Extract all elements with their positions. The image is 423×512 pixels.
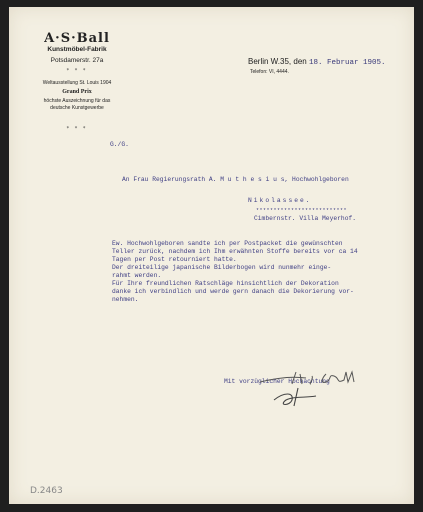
dateline-date: 18. Februar 1905. (308, 59, 386, 67)
firm-subtitle: Kunstmöbel-Fabrik (47, 46, 107, 53)
exhibition-line: Weltausstellung St. Louis 1904 (42, 80, 112, 86)
ornament-stars-bottom: * * * (66, 126, 88, 132)
award-line-2: deutsche Kunstgewerbe (50, 104, 104, 111)
dateline-district: 35 (280, 57, 289, 66)
dateline-den: , den (288, 57, 307, 66)
handwritten-signature (256, 366, 376, 412)
address-divider-stars: ************************** (256, 208, 348, 214)
body-line: danke ich verbindlich und werde gern danach die Dekorierung vor- (112, 288, 354, 295)
body-line: rahmt werden. (112, 272, 162, 279)
firm-address: Potsdamerstr. 27a (50, 57, 104, 64)
archive-pencil-note: D.2463 (30, 486, 63, 496)
dateline (248, 57, 385, 67)
letter-body (112, 240, 358, 304)
firm-name: A·S·Ball (44, 31, 110, 46)
body-line: Für Ihre freundlichen Ratschläge hinsichtlich der Dekoration (112, 280, 339, 287)
recipient-town: Nikolassee. (248, 197, 312, 204)
recipient-street: Cimbernstr. Villa Meyerhof. (254, 215, 357, 222)
ornament-stars-top: * * * (66, 68, 88, 74)
award-line-1: höchste Auszeichnung für das (43, 98, 111, 104)
award-description (24, 98, 130, 111)
body-line: Tagen per Post retourniert hatte. (112, 256, 237, 263)
body-line: Der dreiteilige japanische Bilderbogen wird nunmehr einge- (112, 264, 332, 271)
phone-number: Telefon: VI, 4444. (250, 69, 289, 75)
closing-salutation: Mit vorzüglicher Hochachtung (224, 378, 330, 385)
body-line: nehmen. (112, 296, 139, 303)
reference-code: G./G. (110, 141, 129, 148)
dateline-city: Berlin W. (248, 57, 281, 66)
body-line: Teller zurück, nachdem ich Ihm erwähnten Stoffe bereits vor ca 14 (112, 248, 358, 255)
grand-prix-label: Grand Prix (62, 89, 92, 95)
body-line: Ew. Hochwohlgeboren sandte ich per Postpacket die gewünschten (112, 240, 343, 247)
recipient-line: An Frau Regierungsrath A. M u t h e s i u s, Hochwohlgeboren (122, 176, 349, 183)
